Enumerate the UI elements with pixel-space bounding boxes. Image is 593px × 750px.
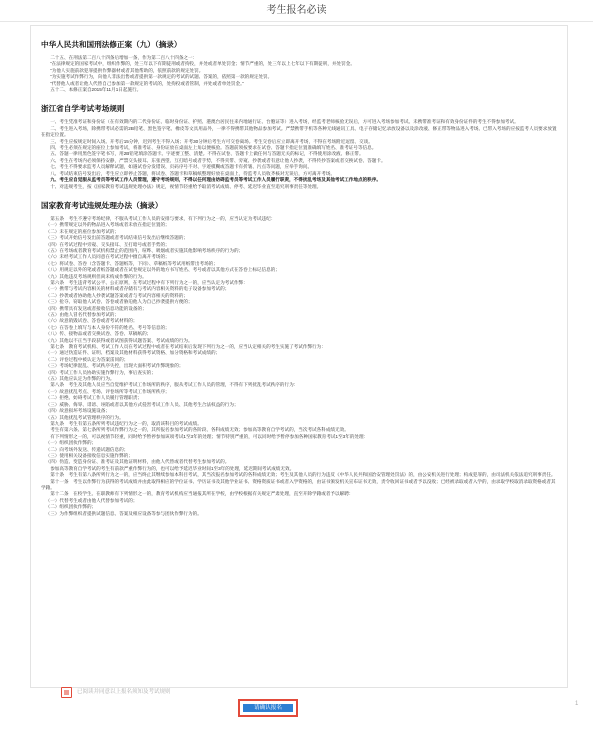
agree-checkbox[interactable] [61, 687, 72, 698]
paragraph: 第十条 考生有第八条所列行为之一的，应当终止其继续参加本科目考试，其当次报名参加考试的各科成绩无效；考生及其他人员的行为违反《中华人民共和国治安管理处罚法》的，由公安机关进行处理；构成犯罪的，由司法机关依法追究刑事责任。 [50, 472, 556, 478]
list-item: （七）将试卷、答卷（含答题卡、答题纸等，下同）、草稿纸等考试用纸带出考场的； [45, 260, 218, 266]
list-item: （五）在考场或者教育考试机构禁止的范围内，喧哗、吸烟或者实施其他影响考场秩序的行为的； [45, 247, 244, 253]
paragraph: 第十一条 考生以作弊行为获得的考试成绩并由此取得相应的学位证书、学历证书及其他学业证书、资格资质证书或者入学资格的，由证书颁发机关宣布证书无效，责令收回证书或者予以没收；已经被录取或者入学的，由录取学校取消录取资格或者其学籍。 [41, 478, 556, 490]
confirm-register-button[interactable]: 请确认报名 [243, 704, 293, 712]
page-header [0, 0, 593, 22]
section-title-criminal-law: 中华人民共和国刑法修正案（九）（摘录） [41, 40, 182, 49]
list-item: （五）其他扰乱考试管理秩序的行为。 [45, 414, 124, 420]
register-button-highlight [238, 699, 298, 717]
paragraph: 第六条 考生违背考试公平、公正原则，在考试过程中有下列行为之一的，应当认定为考试作弊： [50, 279, 248, 285]
list-item: （六）故意销毁试卷、答卷或者考试材料的； [45, 318, 138, 324]
paragraph: 第七条 教育考试机构、考试工作人员在考试过程中或者在考试结束后发现下列行为之一的，应当认定相关的考生实施了考试作弊行为： [50, 344, 326, 350]
paragraph-emphasis: 九、考生应自觉服从监考员等考试工作人员管理，遵守考场规则，不得以任何理由妨碍监考员等考试工作人员履行职责，不得扰乱考场及其他考试工作地点的秩序。 [50, 177, 381, 183]
list-item: （三）考场纪律混乱、考试秩序失控，出现大面积考试作弊现象的； [45, 363, 184, 369]
paragraph: 七、考生不得要求监考人员解释试题，如遇试卷分发错误、页码序号不对、字迹模糊或答题卡有折皱、污点等问题，应举手询问。 [50, 164, 313, 170]
paragraph: 参加高等教育自学考试的考生有前款严重作弊行为的，也可以给予延迟毕业时间1至3年的处理，延迟期间考试成绩无效。 [50, 465, 295, 471]
paragraph: “代替他人或者让他人代替自己参加第一款规定的考试的，处拘役或者管制，并处或者单处罚金。” [50, 80, 244, 86]
paragraph: 第十二条 在校学生、在职教师有下列情形之一的，教育考试机构应当通报其所在学校，由学校根据有关规定严肃处理，直至开除学籍或者予以解聘： [50, 491, 354, 497]
list-item: （二）向考场外发送、传递试题信息的； [45, 446, 129, 452]
paragraph: 三、考生应按规定时间入场。开考后15分钟，迟到考生不得入场；开考30分钟后考生方可交卷离场。考生交卷后应立即离开考场，不得在考场附近逗留、交谈。 [50, 138, 373, 144]
section-title-violation-rules: 国家教育考试违规处理办法（摘录） [41, 200, 163, 210]
section-violation-rules [41, 216, 557, 517]
section-exam-rules [41, 119, 557, 189]
list-item: （五）由他人冒名代替参加考试的； [45, 312, 120, 317]
section-criminal-law [41, 55, 557, 93]
list-item: （一）携带规定以外的物品进入考场或者未放在指定位置的； [45, 222, 170, 228]
paragraph: “为他人实施前款犯罪提供作弊器材或者其他帮助的，依照前款的规定处罚。 [50, 67, 204, 73]
paragraph: 五十二、本修正案自2015年11月1日起施行。 [50, 87, 142, 93]
list-item: （四）考试工作人员协助实施作弊行为，事后查实的； [45, 369, 156, 375]
list-item: （一）代替考生或者由他人代替参加考试的； [45, 497, 138, 503]
list-item: （四）故意损坏考场设施设备； [45, 408, 110, 414]
list-item: （一）通过伪造证件、证明、档案及其他材料获得考试资格、加分资格和考试成绩的； [45, 350, 221, 356]
list-item: （九）其他以不正当手段获得或者试图获得试题答案、考试成绩的行为。 [45, 337, 193, 343]
paragraph: 五、答题一律用黑色签字笔书写，用2B铅笔填涂答题卡。字迹要工整、清楚。不得在试卷、答题卡上做任何与答题无关的标记，不得使用涂改液、修正带。 [50, 151, 364, 157]
paragraph: 有下列情形之一的，可以视情节轻重，同时给予暂停参加该项考试1至3年的处理；情节特别严重的，可以同时给予暂停参加各种国家教育考试1至3年的处理： [50, 433, 369, 439]
list-item: （二）评卷过程中被认定为答案雷同的； [45, 356, 129, 362]
list-item: （四）伪造、变造身份证、准考证及其他证明材料，由他人代替或者代替考生参加考试的。 [45, 459, 230, 465]
list-item: （四）在考试过程中旁窥、交头接耳、互打暗号或者手势的； [45, 241, 170, 247]
page-title: 考生报名必读 [266, 5, 327, 16]
list-item: （二）抄袭或者协助他人抄袭试题答案或者与考试内容相关的资料的； [45, 292, 189, 298]
list-item: （一）组织团伙作弊的； [45, 440, 97, 446]
paragraph: “为实施考试作弊行为，向他人非法出售或者提供第一款规定的考试的试题、答案的，依照第一款的规定处罚。 [50, 74, 273, 80]
paragraph: 六、考生在考场内必须保持安静，严禁交头接耳、东张西望、互打暗号或者手势，不得夹带、旁窥、抄袭或者有意让他人抄袭，不得传抄答案或者交换试卷、答题卡。 [50, 157, 386, 163]
list-item: （四）携带具有发送或者接收信息功能的设备的； [45, 305, 147, 311]
list-item: （六）未经考试工作人员同意在考试过程中擅自离开考场的； [45, 254, 170, 260]
paragraph: 考生有第六条、第七条所列考试作弊行为之一的，其所报名参加考试的各阶段、各科成绩无效；参加高等教育自学考试的，当次考试各科成绩无效。 [50, 427, 349, 433]
list-item: （三）为作弊组织者提供试题信息、答案及相应设备等参与团伙作弊行为的。 [45, 510, 202, 516]
list-item: （八）用规定以外的笔或者纸答题或者在试卷规定以外的地方书写姓名、考号或者以其他方式在答卷上标记信息的； [45, 267, 280, 273]
paragraph: 二、考生进入考场，除携带考试必需的2B铅笔、黑色签字笔、橡皮等文具用品外，一律不得携带其他物品参加考试。严禁携带手机等各种无线通讯工具、电子存储记忆录放设备以及涂改液、修正带等物品进入考场。已带入考场的应按监考人员要求放置在指定位置。 [41, 125, 557, 138]
paragraph: 第五条 考生不遵守考场纪律，不服从考试工作人员的安排与要求，有下列行为之一的，应当认定为考试违纪： [50, 215, 276, 221]
section-title-exam-rules: 浙江省自学考试考场规则 [41, 104, 125, 114]
list-item: （二）未在规定的座位参加考试的； [45, 228, 120, 234]
list-item: （一）故意扰乱考点、考场、评卷场所等考试工作场所秩序； [45, 388, 170, 394]
list-item: （三）考试开始信号发出前答题或者考试结束信号发出后继续答题的； [45, 235, 189, 241]
list-item: （二）组织团伙作弊的； [45, 504, 97, 510]
paragraph: 二十五、在刑法第二百八十四条后增加一条，作为第二百八十四条之一： [50, 55, 198, 60]
list-item: （九）其他违反考场规则但尚未构成作弊的行为。 [45, 273, 147, 279]
paragraph: 十、对违规考生，按《国家教育考试违规处理办法》规定，视情节轻重给予取消考试成绩、停考、延迟毕业直至追究刑事责任等处理。 [50, 183, 322, 189]
notice-document [30, 25, 568, 688]
list-item: （一）携带与考试内容相关的材料或者存储有与考试内容相关资料的电子设备参加考试的； [45, 286, 230, 292]
paragraph: “在法律规定的国家考试中，组织作弊的，处三年以下有期徒刑或者拘役，并处或者单处罚金；情节严重的，处三年以上七年以下有期徒刑，并处罚金。 [50, 61, 355, 67]
list-item: （三）使用相关设备接收信息实施作弊的； [45, 452, 133, 458]
list-item: （三）抢夺、窃取他人试卷、答卷或者胁迫他人为自己抄袭提供方便的； [45, 299, 193, 305]
list-item: （七）在答卷上填写与本人身份不符的姓名、考号等信息的； [45, 324, 170, 330]
list-item: （八）传、接物品或者交换试卷、答卷、草稿纸的； [45, 331, 152, 337]
list-item: （五）其他应认定为作弊的行为。 [45, 376, 115, 382]
list-item: （三）威胁、侮辱、诽谤、诬陷或者以其他方式侵害考试工作人员、其他考生合法权益的行为； [45, 401, 239, 407]
paragraph: 第九条 考生有第五条所列考试违纪行为之一的，取消该科目的考试成绩。 [50, 420, 202, 426]
paragraph: 第八条 考生及其他人员应当自觉维护考试工作场所的秩序，服从考试工作人员的管理，不得有下列扰乱考试秩序的行为： [50, 382, 299, 388]
paragraph: 四、考生必须在规定的座位上参加考试，将准考证、身份证放在桌面左上角以便核验。答题前须按要求在试卷、答题卡指定位置准确填写姓名、准考证号等信息。 [50, 145, 377, 151]
list-item: （二）拒绝、妨碍考试工作人员履行管理职责； [45, 395, 143, 401]
agree-checkbox-label[interactable]: 已阅读并同意以上报名须知及考试规则 [77, 689, 171, 695]
page-indicator: 1 [575, 701, 579, 707]
content-scroll-area[interactable] [0, 23, 593, 690]
paragraph: 一、考生凭准考证和身份证（在有效期内的二代身份证、临时身份证、护照、港澳台居民往来内地通行证、台胞证等）进入考场，经监考老师核验无误后，方可进入考场参加考试。未携带准考证和有效身份证件的考生不得参加考试。 [50, 119, 519, 125]
paragraph: 八、考试结束信号发出后，考生应立即停止答题，将试卷、答题卡和草稿纸整理好放在桌面上，待监考人员收齐核对无误后，方可离开考场。 [50, 170, 336, 176]
